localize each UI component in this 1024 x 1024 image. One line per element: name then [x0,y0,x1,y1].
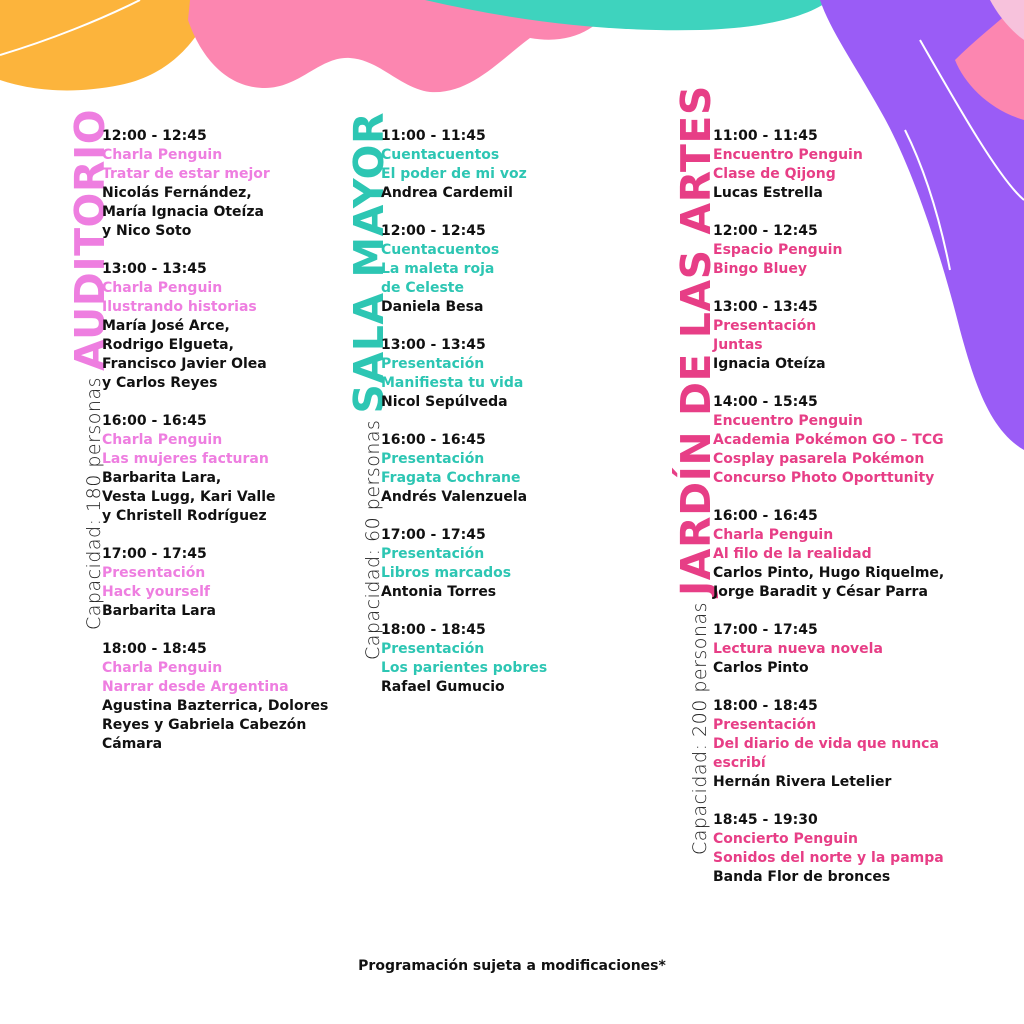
event-speaker: María Ignacia Oteíza [102,204,264,220]
event-block [713,298,944,374]
event-title: Del diario de vida que nunca [713,736,939,752]
event-type: Lectura nueva novela [713,641,883,657]
event-block [381,127,547,203]
event-block [713,393,944,488]
event-type: Charla Penguin [713,527,834,543]
event-block [381,621,547,697]
event-speaker: Cámara [102,736,163,752]
event-speaker: Rafael Gumucio [381,679,505,695]
event-title: Los parientes pobres [381,660,548,676]
event-type: Encuentro Penguin [713,147,863,163]
event-type: Presentación [102,565,206,581]
event-time: 12:00 - 12:45 [381,223,486,239]
event-block [102,640,328,754]
event-title: Sonidos del norte y la pampa [713,850,944,866]
event-speaker: Carlos Pinto [713,660,809,676]
event-speaker: y Nico Soto [102,223,192,239]
event-block [713,811,944,887]
event-speaker: Reyes y Gabriela Cabezón [102,717,307,733]
event-speaker: Nicol Sepúlveda [381,394,508,410]
event-time: 17:00 - 17:45 [102,546,207,562]
event-speaker: Hernán Rivera Letelier [713,774,892,790]
event-time: 18:00 - 18:45 [713,698,818,714]
event-speaker: Ignacia Oteíza [713,356,826,372]
event-speaker: Barbarita Lara, [102,470,222,486]
event-type: Presentación [381,546,485,562]
event-block [381,222,547,317]
capacity-label: Capacidad: 60 personas [362,419,384,660]
event-speaker: Agustina Bazterrica, Dolores [102,698,329,714]
event-title: La maleta roja [381,261,495,277]
event-speaker: Daniela Besa [381,299,484,315]
event-time: 12:00 - 12:45 [102,128,207,144]
event-block [713,127,944,203]
event-block [102,545,328,621]
event-time: 18:45 - 19:30 [713,812,818,828]
event-type: Charla Penguin [102,280,223,296]
event-title: Clase de Qijong [713,166,836,182]
event-type: Presentación [381,641,485,657]
event-block [102,127,328,241]
room-name: SALA MAYOR [345,111,393,414]
event-block [381,431,547,507]
event-title: Bingo Bluey [713,261,808,277]
event-time: 13:00 - 13:45 [381,337,486,353]
event-speaker: Barbarita Lara [102,603,216,619]
event-block [381,526,547,602]
footer-note: Programación sujeta a modificaciones* [358,958,666,974]
event-title: Academia Pokémon GO – TCG [713,432,944,448]
event-type: Encuentro Penguin [713,413,863,429]
jardin-schedule [713,127,944,906]
event-time: 17:00 - 17:45 [381,527,486,543]
event-title: Manifiesta tu vida [381,375,524,391]
event-time: 16:00 - 16:45 [381,432,486,448]
event-title: Narrar desde Argentina [102,679,289,695]
event-title: Cosplay pasarela Pokémon [713,451,925,467]
event-type: Presentación [381,356,485,372]
event-time: 18:00 - 18:45 [102,641,207,657]
event-block [102,260,328,393]
event-time: 16:00 - 16:45 [102,413,207,429]
event-title: de Celeste [381,280,464,296]
event-speaker: Rodrigo Elgueta, [102,337,234,353]
event-title: Tratar de estar mejor [102,166,270,182]
event-type: Charla Penguin [102,660,223,676]
event-block [102,412,328,526]
event-speaker: Jorge Baradit y César Parra [713,584,928,600]
event-title: Fragata Cochrane [381,470,521,486]
event-title: escribí [713,755,766,771]
event-type: Presentación [381,451,485,467]
event-speaker: Lucas Estrella [713,185,823,201]
sala-mayor-schedule [381,127,547,716]
event-title: Libros marcados [381,565,512,581]
event-speaker: Vesta Lugg, Kari Valle [102,489,276,505]
event-time: 13:00 - 13:45 [713,299,818,315]
event-time: 17:00 - 17:45 [713,622,818,638]
event-speaker: Nicolás Fernández, [102,185,252,201]
event-block [713,697,944,792]
event-title: Hack yourself [102,584,210,600]
event-type: Espacio Penguin [713,242,843,258]
event-time: 11:00 - 11:45 [713,128,818,144]
event-time: 16:00 - 16:45 [713,508,818,524]
event-type: Concierto Penguin [713,831,859,847]
event-type: Charla Penguin [102,147,223,163]
event-title: Concurso Photo Oporttunity [713,470,935,486]
auditorio-schedule [102,127,328,773]
event-block [713,222,944,279]
event-title: Las mujeres facturan [102,451,269,467]
capacity-label: Capacidad: 180 personas [83,376,105,630]
event-time: 12:00 - 12:45 [713,223,818,239]
event-time: 18:00 - 18:45 [381,622,486,638]
event-block [381,336,547,412]
event-block [713,507,944,602]
event-type: Presentación [713,717,817,733]
event-speaker: María José Arce, [102,318,230,334]
event-title: Al filo de la realidad [713,546,872,562]
event-time: 13:00 - 13:45 [102,261,207,277]
event-type: Cuentacuentos [381,147,500,163]
event-speaker: Andrés Valenzuela [381,489,528,505]
event-type: Presentación [713,318,817,334]
event-time: 11:00 - 11:45 [381,128,486,144]
event-title: Ilustrando historias [102,299,257,315]
event-speaker: Antonia Torres [381,584,497,600]
event-speaker: y Carlos Reyes [102,375,218,391]
event-speaker: Banda Flor de bronces [713,869,891,885]
event-time: 14:00 - 15:45 [713,394,818,410]
event-title: El poder de mi voz [381,166,527,182]
event-speaker: Carlos Pinto, Hugo Riquelme, [713,565,945,581]
event-type: Cuentacuentos [381,242,500,258]
event-type: Charla Penguin [102,432,223,448]
capacity-label: Capacidad: 200 personas [689,601,711,855]
event-speaker: Francisco Javier Olea [102,356,267,372]
event-title: Juntas [713,337,763,353]
room-name: JARDÍN DE LAS ARTES [672,85,720,596]
event-block [713,621,944,678]
event-speaker: y Christell Rodríguez [102,508,267,524]
room-name: AUDITORIO [66,108,114,371]
event-speaker: Andrea Cardemil [381,185,513,201]
